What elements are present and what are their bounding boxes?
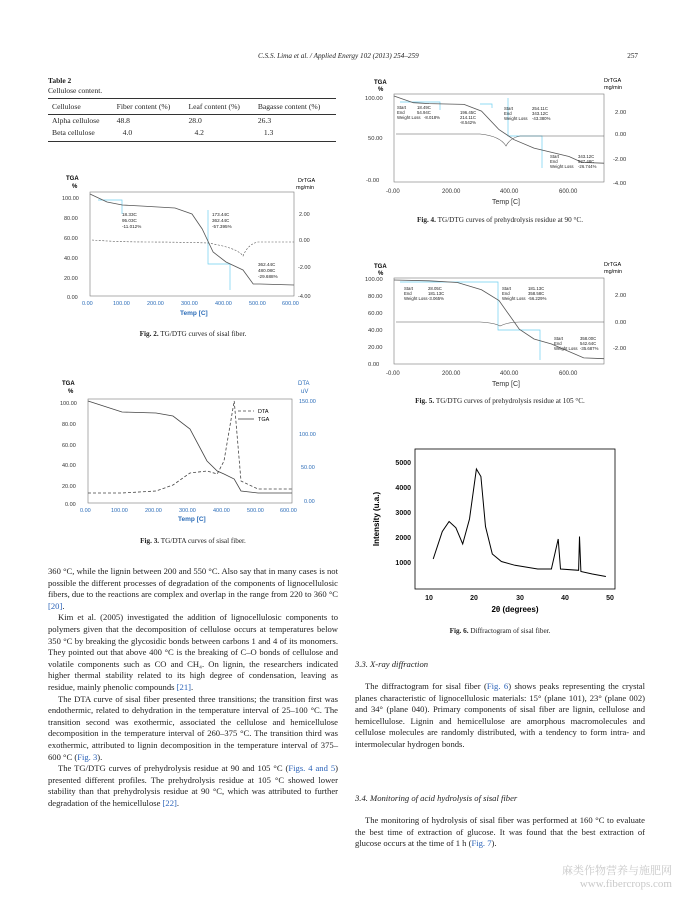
fig2-xtick: 500.00 — [249, 301, 266, 307]
fig5-annotation: 358.00C — [580, 336, 597, 341]
watermark-line: www.fibercrops.com — [579, 878, 672, 890]
fig2-xticks — [82, 301, 299, 307]
paragraph-text: The monitoring of hydrolysis of sisal fiber was performed at 160 °C to evaluate the best time of extraction of glucose. It was found that the best extraction of glucose occurs at the time of 1 h ( — [355, 815, 645, 849]
fig3-xtick: 200.00 — [145, 508, 162, 514]
fig5-y2tick: 2.00 — [615, 293, 627, 299]
fig4-xtick: 400.00 — [500, 189, 519, 195]
fig4-plot — [360, 76, 645, 211]
fig2-annotation: 362.44C — [212, 218, 230, 223]
fig3-y2tick: 0.00 — [304, 499, 315, 505]
watermark-line: 麻类作物营养与施肥网 — [562, 865, 672, 877]
paragraph-text: . — [190, 681, 194, 692]
table-header: Bagasse content (%) — [254, 99, 336, 115]
fig4-ytick: -0.00 — [366, 178, 380, 184]
fig2-xlabel: Temp [C] — [180, 310, 208, 317]
right-body-text-1 — [355, 681, 645, 751]
paragraph — [48, 763, 338, 809]
fig4-annotation: Weight Loss — [550, 164, 574, 169]
fig6-ytick: 2000 — [395, 535, 411, 542]
fig2-right-unit-2: mg/min — [296, 185, 315, 191]
fig4-annotation: Start — [397, 105, 407, 110]
fig5-ytick: 60.00 — [368, 311, 383, 317]
paragraph — [48, 566, 338, 612]
running-header — [48, 52, 638, 66]
fig2-xtick: 100.00 — [113, 301, 130, 307]
fig6-xtick: 50 — [606, 595, 614, 602]
fig5-xtick: 400.00 — [500, 371, 519, 377]
fig2-annotation: -11.012% — [122, 224, 142, 229]
fig5-annotation: 542.64C — [580, 341, 597, 346]
fig2-annotation: 95.03C — [122, 218, 137, 223]
fig5-caption-label: Fig. 5. — [415, 397, 435, 405]
series-line — [433, 469, 606, 577]
fig3-ytick: 40.00 — [62, 463, 76, 469]
fig3-caption-text: TG/DTA curves of sisal fiber. — [160, 537, 246, 545]
fig4-annotation: 54.94C — [417, 110, 431, 115]
fig5-annotation: 181.13C — [528, 286, 545, 291]
fig5-right-unit: DrTGA — [604, 262, 622, 268]
fig6-ylabel: Intensity (u.a.) — [372, 491, 381, 547]
dtg-line — [396, 134, 604, 146]
table-label: Table 2 — [48, 76, 72, 85]
fig5-annotation: -56.229% — [528, 296, 547, 301]
fig2-xtick: 600.00 — [282, 301, 299, 307]
fig4-annotation: -43.380% — [532, 116, 551, 121]
fig4-y2ticks — [613, 110, 626, 187]
table-cell: 1.3 — [254, 127, 336, 142]
fig4-annotation: 537.48C — [578, 159, 595, 164]
right-body-text-2 — [355, 815, 645, 850]
left-body-text — [48, 566, 338, 809]
fig6-xtick: 10 — [425, 595, 433, 602]
fig3-legend — [238, 409, 270, 423]
figure-4 — [360, 76, 645, 211]
fig4-annotation: -8.542% — [460, 120, 477, 125]
fig2-left-unit: TGA — [66, 176, 79, 182]
fig3-y2tick: 100.00 — [299, 432, 316, 438]
fig4-annotation: Start — [504, 106, 514, 111]
fig4-caption — [355, 216, 645, 224]
fig4-annotation: 254.11C — [532, 106, 548, 111]
fig4-annotation: Start — [550, 154, 560, 159]
table-caption — [48, 76, 102, 96]
fig5-y2tick: -2.00 — [613, 346, 627, 352]
fig6-ytick: 3000 — [395, 510, 411, 517]
fig2-frame — [90, 192, 294, 296]
paragraph-text: The diffractogram for sisal fiber ( — [365, 681, 487, 691]
figure-5 — [360, 260, 645, 390]
fig5-annotation: Weight Loss — [502, 296, 526, 301]
fig3-plot — [58, 375, 333, 523]
fig5-xtick: 600.00 — [559, 371, 578, 377]
fig3-y2tick: 50.00 — [301, 465, 315, 471]
fig4-xtick: -0.00 — [386, 189, 400, 195]
paragraph-text: . — [62, 600, 65, 611]
fig2-xtick: 0.00 — [82, 301, 93, 307]
figure-link[interactable]: Fig. 3 — [77, 751, 98, 762]
table-cell: 48.8 — [116, 116, 130, 125]
fig3-xtick: 100.00 — [111, 508, 128, 514]
fig4-ytick: 100.00 — [365, 96, 383, 102]
table-header: Fiber content (%) — [113, 99, 185, 115]
fig3-xlabel: Temp [C] — [178, 516, 206, 523]
fig4-annotation: -8.018% — [424, 115, 441, 120]
fig2-plot — [58, 170, 328, 320]
paragraph-text: Kim et al. (2005) investigated the addition of lignocellulosic components to polymers given that the decomposition of cellulose occurs at temperatures below 350 °C by breaking the glycosidic bonds between carbons 1 and 4 of its monomers. They pointed out that above 400 °C is the breaking of C–O bonds of cellulose and volatile components such as CO and CH₄. On lignin, the researchers indicated higher thermal stability related to its high degree of condensation, leaving as residue, mainly phenolic compounds — [48, 612, 338, 692]
fig3-yticks — [60, 401, 77, 508]
fig4-annotation: 214.11C — [460, 115, 476, 120]
fig4-annotation: Weight Loss — [397, 115, 421, 120]
fig5-annotation: -35.687% — [580, 346, 599, 351]
fig2-y2tick: -2.00 — [298, 265, 311, 271]
fig2-annotation: 362.44C — [258, 262, 276, 267]
table-cell: 4.0 — [113, 127, 185, 142]
figure-2 — [58, 170, 328, 320]
fig2-annotation: -29.688% — [258, 274, 278, 279]
fig5-annotations — [404, 286, 599, 351]
reference-link[interactable]: [22] — [162, 797, 177, 808]
fig5-ytick: 80.00 — [368, 294, 383, 300]
fig2-y2ticks — [298, 212, 311, 300]
fig2-y2tick: 0.00 — [299, 238, 310, 244]
fig6-caption-label: Fig. 6. — [449, 627, 469, 635]
fig4-annotation: 196.45C — [460, 110, 477, 115]
fig4-annotation: 343.12C — [578, 154, 595, 159]
reference-link[interactable]: [20] — [48, 600, 63, 611]
fig2-ytick: 40.00 — [64, 256, 78, 262]
fig5-yticks — [365, 277, 383, 368]
cellulose-table — [48, 98, 336, 142]
fig3-right-unit: DTA — [298, 381, 310, 387]
fig6-xticks — [425, 595, 614, 602]
fig5-annotation: Start — [554, 336, 564, 341]
fig4-annotation: Weight Loss — [504, 116, 528, 121]
fig4-annotation: End — [397, 110, 405, 115]
reference-link[interactable]: [21] — [176, 681, 191, 692]
fig6-xtick: 40 — [561, 595, 569, 602]
paragraph-text: ) shows peaks representing the crystal planes characteristic of lignocellulosic materials: 15° (plane 101), 23° (plane 002) and 34° (plane 040). Primary components of sisal fiber are lignin, cellulose and hemicellulose. Lignin and hemicellulose are amorphous macromolecules and cellulose molecules are randomly distributed, with a tendency to form intra- and intermolecular hydrogen bonds. — [355, 681, 646, 749]
fig6-frame — [415, 449, 615, 589]
fig5-frame — [394, 278, 604, 364]
fig5-annotation: Start — [404, 286, 414, 291]
fig6-xtick: 30 — [516, 595, 524, 602]
table-cell: Beta cellulose — [48, 127, 113, 142]
fig3-xtick: 600.00 — [280, 508, 297, 514]
fig2-annotation: 480.08C — [258, 268, 276, 273]
figure-link[interactable]: Fig. 6 — [486, 681, 509, 691]
fig5-caption — [355, 397, 645, 405]
fig4-annotation: 18.49C — [417, 105, 431, 110]
fig4-y2tick: -4.00 — [613, 181, 627, 187]
fig5-xtick: -0.00 — [386, 371, 400, 377]
fig4-y2tick: -2.00 — [613, 157, 627, 163]
fig6-ytick: 1000 — [395, 560, 411, 567]
paragraph — [48, 694, 338, 764]
fig2-yticks — [62, 196, 79, 301]
fig5-annotation: 358.58C — [528, 291, 545, 296]
table-row — [48, 127, 336, 142]
fig2-left-unit-pct: % — [72, 184, 78, 190]
fig4-yticks — [365, 96, 383, 184]
paragraph-text: 360 °C, while the lignin between 200 and 550 °C. Also say that in many cases is not possible the different processes of degradation of the components of lignocellulosic fibers, due to the reactions are complex and overlap in the range from 220 to 360 °C — [48, 566, 338, 600]
table-row — [48, 115, 336, 128]
paragraph-text: The TG/DTG curves of prehydrolysis residue at 90 and 105 °C ( — [58, 763, 289, 774]
figure-link[interactable]: Fig. 7 — [471, 838, 492, 849]
table-header-row — [48, 99, 336, 115]
fig5-ytick: 40.00 — [368, 328, 383, 334]
fig4-xticks — [386, 189, 578, 195]
fig4-annotation: 343.12C — [532, 111, 549, 116]
fig5-annotation: Start — [502, 286, 512, 291]
fig5-annotation: -3.065% — [428, 296, 445, 301]
paragraph-text: . — [176, 797, 180, 808]
table-cell: 4.2 — [184, 127, 253, 142]
fig3-xticks — [80, 508, 297, 514]
fig5-y2ticks — [613, 293, 626, 352]
fig3-right-unit-2: uV — [301, 389, 309, 395]
fig3-y2tick: 150.00 — [299, 399, 316, 405]
table-header: Cellulose — [48, 99, 113, 115]
fig4-ytick: 50.00 — [368, 136, 383, 142]
fig4-annotation: -26.744% — [578, 164, 597, 169]
paragraph — [355, 681, 645, 751]
dtg-line — [92, 240, 294, 256]
figure-6 — [365, 445, 625, 615]
fig4-caption-text: TG/DTG curves of prehydrolysis residue at 90 °C. — [437, 216, 584, 224]
fig3-xtick: 300.00 — [179, 508, 196, 514]
fig4-right-unit-2: mg/min — [604, 85, 623, 91]
fig3-caption-label: Fig. 3. — [140, 537, 160, 545]
paragraph — [48, 612, 338, 693]
table-cell: 26.3 — [257, 116, 272, 125]
figure-3 — [58, 375, 333, 523]
fig2-ytick: 20.00 — [64, 276, 78, 282]
fig4-xlabel: Temp [C] — [492, 199, 521, 206]
fig2-ytick: 80.00 — [64, 216, 78, 222]
table-header: Leaf content (%) — [184, 99, 253, 115]
fig4-annotation: End — [550, 159, 558, 164]
legend-label: TGA — [258, 417, 270, 423]
fig5-left-unit: TGA — [374, 264, 387, 270]
fig4-caption-label: Fig. 4. — [416, 216, 436, 224]
paragraph-text: ) presented different profiles. The prehydrolysis residue at 105 °C showed lower stability than that prehydrolysis residue at 90 °C, which was attributed to further degradation of the hemicellulose — [48, 763, 339, 808]
fig4-left-unit-pct: % — [378, 87, 384, 93]
table-caption-text: Cellulose content. — [48, 86, 103, 95]
fig4-xtick: 200.00 — [442, 189, 461, 195]
fig5-ytick: 20.00 — [368, 345, 383, 351]
watermark — [562, 865, 672, 891]
table-cell: Alpha cellulose — [52, 116, 100, 125]
fig5-annotation: Weight Loss — [554, 346, 578, 351]
paragraph — [355, 815, 645, 850]
fig2-annotation: 173.44C — [212, 212, 230, 217]
fig6-caption — [355, 627, 645, 635]
paragraph-text: ). — [491, 838, 497, 849]
fig6-ytick: 4000 — [395, 485, 411, 492]
fig3-xtick: 0.00 — [80, 508, 91, 514]
fig2-caption-text: TG/DTG curves of sisal fiber. — [160, 330, 247, 338]
fig4-y2tick: 2.00 — [615, 110, 627, 116]
fig2-annotation: 18.33C — [122, 212, 137, 217]
fig5-ytick: 100.00 — [365, 277, 383, 283]
fig5-annotation: 28.05C — [428, 286, 442, 291]
fig3-ytick: 60.00 — [62, 443, 76, 449]
table-cell: 28.0 — [188, 116, 202, 125]
dtg-line — [396, 322, 604, 326]
fig3-ytick: 0.00 — [65, 502, 76, 508]
paragraph-text: The DTA curve of sisal fiber presented three transitions; the transition first was endothermic, related to dehydration in the temperature interval of 25–100 °C. The transition second was exothermic, associated the cellulose and hemicellulose decomposition in the temperature interval of 260–375 °C. The transition third was exothermic, attributed to lignin decomposition in the temperature interval of 375–600 °C ( — [48, 693, 338, 762]
fig3-ytick: 80.00 — [62, 422, 76, 428]
fig2-caption-label: Fig. 2. — [139, 330, 159, 338]
section-heading-3-4: 3.4. Monitoring of acid hydrolysis of sisal fiber — [355, 793, 518, 803]
section-heading-3-3: 3.3. X-ray diffraction — [355, 659, 429, 669]
fig3-ytick: 20.00 — [62, 484, 76, 490]
fig5-annotation: End — [404, 291, 412, 296]
fig3-xtick: 400.00 — [213, 508, 230, 514]
fig4-annotations — [397, 105, 597, 169]
fig5-plot — [360, 260, 645, 390]
fig4-annotation: End — [504, 111, 512, 116]
fig2-xtick: 300.00 — [181, 301, 198, 307]
fig5-right-unit-2: mg/min — [604, 269, 623, 275]
fig6-series — [433, 469, 606, 577]
fig2-ytick: 60.00 — [64, 236, 78, 242]
fig2-right-unit: DrTGA — [298, 178, 316, 184]
fig3-y2ticks — [299, 399, 316, 505]
fig2-xtick: 200.00 — [147, 301, 164, 307]
fig2-ytick: 0.00 — [67, 295, 78, 301]
paragraph-text: ). — [97, 751, 103, 762]
fig3-left-unit-pct: % — [68, 389, 74, 395]
page-number: 257 — [627, 52, 638, 60]
fig5-step-marker — [400, 282, 540, 360]
fig4-left-unit: TGA — [374, 80, 387, 86]
fig2-y2tick: -4.00 — [298, 294, 311, 300]
fig6-caption-text: Diffractogram of sisal fiber. — [470, 627, 551, 635]
fig3-ytick: 100.00 — [60, 401, 77, 407]
fig6-yticks — [395, 460, 411, 567]
fig5-xlabel: Temp [C] — [492, 381, 521, 388]
figure-link[interactable]: Figs. 4 and 5 — [288, 763, 336, 774]
fig5-annotation: 181.13C — [428, 291, 445, 296]
fig3-xtick: 500.00 — [247, 508, 264, 514]
fig5-left-unit-pct: % — [378, 271, 384, 277]
fig5-annotation: End — [554, 341, 562, 346]
fig4-xtick: 600.00 — [559, 189, 578, 195]
legend-label: DTA — [258, 409, 269, 415]
journal-citation: C.S.S. Lima et al. / Applied Energy 102 (2013) 254–259 — [258, 52, 419, 60]
fig5-ytick: 0.00 — [368, 362, 380, 368]
fig5-caption-text: TG/DTG curves of prehydrolysis residue at 105 °C. — [435, 397, 585, 405]
fig2-ytick: 100.00 — [62, 196, 79, 202]
fig5-annotation: End — [502, 291, 510, 296]
fig5-xticks — [386, 371, 578, 377]
fig6-xlabel: 2θ (degrees) — [491, 605, 539, 614]
fig4-right-unit: DrTGA — [604, 78, 622, 84]
fig4-y2tick: 0.00 — [615, 132, 627, 138]
fig2-annotation: -57.395% — [212, 224, 232, 229]
fig2-annotations — [122, 212, 278, 279]
fig2-xtick: 400.00 — [215, 301, 232, 307]
fig2-caption — [48, 330, 338, 338]
fig2-y2tick: 2.00 — [299, 212, 310, 218]
fig6-plot — [365, 445, 625, 615]
fig5-y2tick: 0.00 — [615, 320, 627, 326]
fig6-ytick: 5000 — [395, 460, 411, 467]
fig6-xtick: 20 — [470, 595, 478, 602]
fig3-left-unit: TGA — [62, 381, 75, 387]
fig3-caption — [48, 537, 338, 545]
fig5-annotation: Weight Loss — [404, 296, 428, 301]
fig5-xtick: 200.00 — [442, 371, 461, 377]
